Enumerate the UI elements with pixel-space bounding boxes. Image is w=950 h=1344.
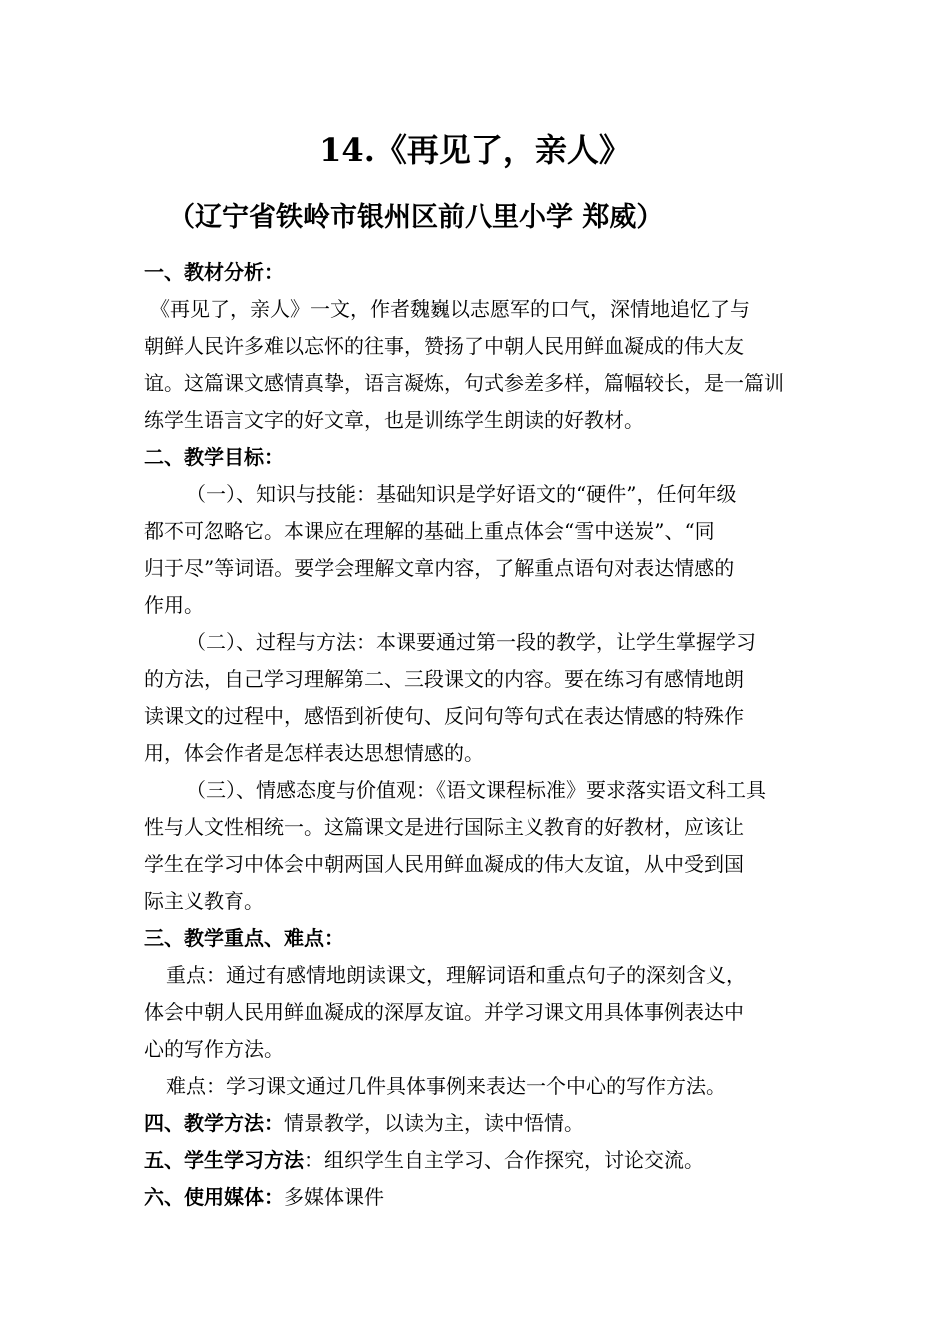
section-text-media: 多媒体课件	[284, 1185, 384, 1209]
paragraph-line: 练学生语言文字的好文章，也是训练学生朗读的好教材。	[144, 408, 644, 432]
paragraph-line: 《再见了，亲人》一文，作者魏巍以志愿军的口气，深情地追忆了与	[150, 297, 750, 321]
paragraph-line: 用，体会作者是怎样表达思想情感的。	[144, 741, 484, 765]
document-title: 14.《再见了，亲人》	[319, 131, 631, 169]
paragraph-line: 际主义教育。	[144, 889, 264, 913]
section-media	[144, 1179, 810, 1216]
paragraph-line: 心的写作方法。	[144, 1037, 284, 1061]
paragraph-line: 难点：学习课文通过几件具体事例来表达一个中心的写作方法。	[166, 1074, 726, 1098]
paragraph-line: 学生在学习中体会中朝两国人民用鲜血凝成的伟大友谊，从中受到国	[144, 852, 744, 876]
section-text-teaching-methods: 情景教学，以读为主，读中悟情。	[284, 1111, 584, 1135]
paragraph-line: 谊。这篇课文感情真挚，语言凝炼，句式参差多样，篇幅较长，是一篇训	[144, 371, 784, 395]
paragraph-line: （三）、情感态度与价值观：《语文课程标准》要求落实语文科工具	[186, 778, 766, 802]
paragraph-line: 都不可忽略它。本课应在理解的基础上重点体会“雪中送炭”、“同	[144, 519, 715, 543]
paragraph-line: 作用。	[144, 593, 204, 617]
document-subtitle: （辽宁省铁岭市银州区前八里小学 郑威）	[168, 202, 664, 233]
document-body	[144, 254, 810, 1216]
section-heading-media: 六、使用媒体：	[144, 1185, 284, 1209]
section-heading-textbook-analysis: 一、教材分析：	[144, 260, 284, 284]
section-teaching-methods	[144, 1105, 810, 1142]
section-heading-key-points: 三、教学重点、难点：	[144, 926, 344, 950]
paragraph-line: 的方法，自己学习理解第二、三段课文的内容。要在练习有感情地朗	[144, 667, 744, 691]
paragraph-line: 性与人文性相统一。这篇课文是进行国际主义教育的好教材，应该让	[144, 815, 744, 839]
section-heading-teaching-goals: 二、教学目标：	[144, 445, 284, 469]
paragraph-line: 朝鲜人民许多难以忘怀的往事，赞扬了中朝人民用鲜血凝成的伟大友	[144, 334, 744, 358]
section-heading-teaching-methods: 四、教学方法：	[144, 1111, 284, 1135]
paragraph-line: （二）、过程与方法：本课要通过第一段的教学，让学生掌握学习	[186, 630, 756, 654]
paragraph-line: 归于尽”等词语。要学会理解文章内容，了解重点语句对表达情感的	[144, 556, 735, 580]
section-learning-methods	[144, 1142, 810, 1179]
paragraph-line: 读课文的过程中，感悟到祈使句、反问句等句式在表达情感的特殊作	[144, 704, 744, 728]
paragraph-line: （一）、知识与技能：基础知识是学好语文的“硬件”，任何年级	[186, 482, 737, 506]
section-text-learning-methods: ：组织学生自主学习、合作探究，讨论交流。	[304, 1148, 704, 1172]
paragraph-line: 重点：通过有感情地朗读课文，理解词语和重点句子的深刻含义，	[166, 963, 746, 987]
paragraph-line: 体会中朝人民用鲜血凝成的深厚友谊。并学习课文用具体事例表达中	[144, 1000, 744, 1024]
section-heading-learning-methods: 五、学生学习方法	[144, 1148, 304, 1172]
